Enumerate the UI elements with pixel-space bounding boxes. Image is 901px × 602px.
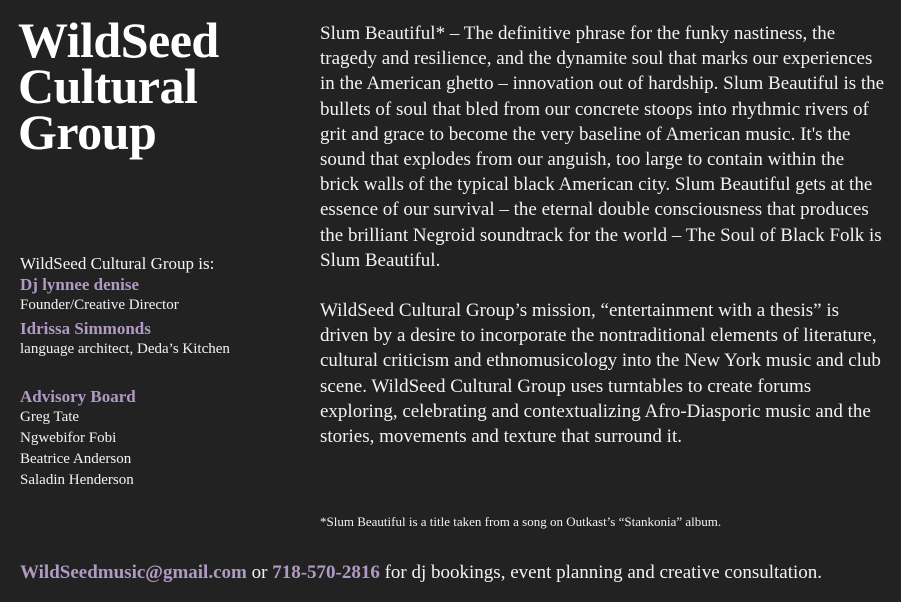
contact-connector: or [246, 562, 273, 583]
title-line-3: Group [18, 104, 157, 160]
member-entry [20, 318, 300, 360]
advisory-board-heading: Advisory Board [20, 387, 136, 406]
slum-beautiful-paragraph: Slum Beautiful* – The definitive phrase for the funky nastiness, the tragedy and resilience, and the dynamite soul that marks our experiences in the American ghetto – innovation out of hardship. Slum Beautiful is the bullets of soul that bled from our concrete stoops into rhythmic rivers of grit and grace to become the very baseline of American music. It's the sound that explodes from our anguish, too large to contain within the brick walls of the typical black American city. Slum Beautiful gets at the essence of our survival – the eternal double consciousness that produces the brilliant Negroid soundtrack for the world – The Soul of Black Folk is Slum Beautiful. [320, 23, 885, 271]
member-name: Idrissa Simmonds [20, 319, 151, 338]
footnote: *Slum Beautiful is a title taken from a song on Outkast’s “Stankonia” album. [320, 514, 722, 529]
contact-suffix: for dj bookings, event planning and creative consultation. [379, 562, 823, 583]
advisory-member: Ngwebifor Fobi [20, 430, 117, 446]
people-intro: WildSeed Cultural Group is: [20, 254, 215, 273]
contact-line [20, 561, 822, 585]
main-content [320, 21, 886, 449]
title-line-2: Cultural [18, 58, 198, 114]
mission-paragraph: WildSeed Cultural Group’s mission, “entertainment with a thesis” is driven by a desire to incorporate the nontraditional elements of literature, cultural criticism and ethnomusicology into the New York music and club scene. WildSeed Cultural Group uses turntables to create forums exploring, celebrating and contextualizing Afro-Diasporic music and the stories, movements and texture that surround it. [320, 300, 881, 448]
advisory-member: Saladin Henderson [20, 472, 134, 488]
title-line-1: WildSeed [18, 12, 219, 68]
email-link[interactable]: WildSeedmusic@gmail.com [20, 562, 247, 583]
member-role: Founder/Creative Director [20, 297, 179, 313]
advisory-member: Beatrice Anderson [20, 451, 132, 467]
organization-title [18, 12, 219, 160]
member-entry [20, 274, 300, 316]
member-role: language architect, Deda’s Kitchen [20, 341, 230, 357]
people-section [20, 253, 300, 491]
member-name: Dj lynnee denise [20, 275, 139, 294]
advisory-member: Greg Tate [20, 409, 80, 425]
section-spacer [20, 362, 300, 386]
phone-link[interactable]: 718-570-2816 [272, 562, 380, 583]
